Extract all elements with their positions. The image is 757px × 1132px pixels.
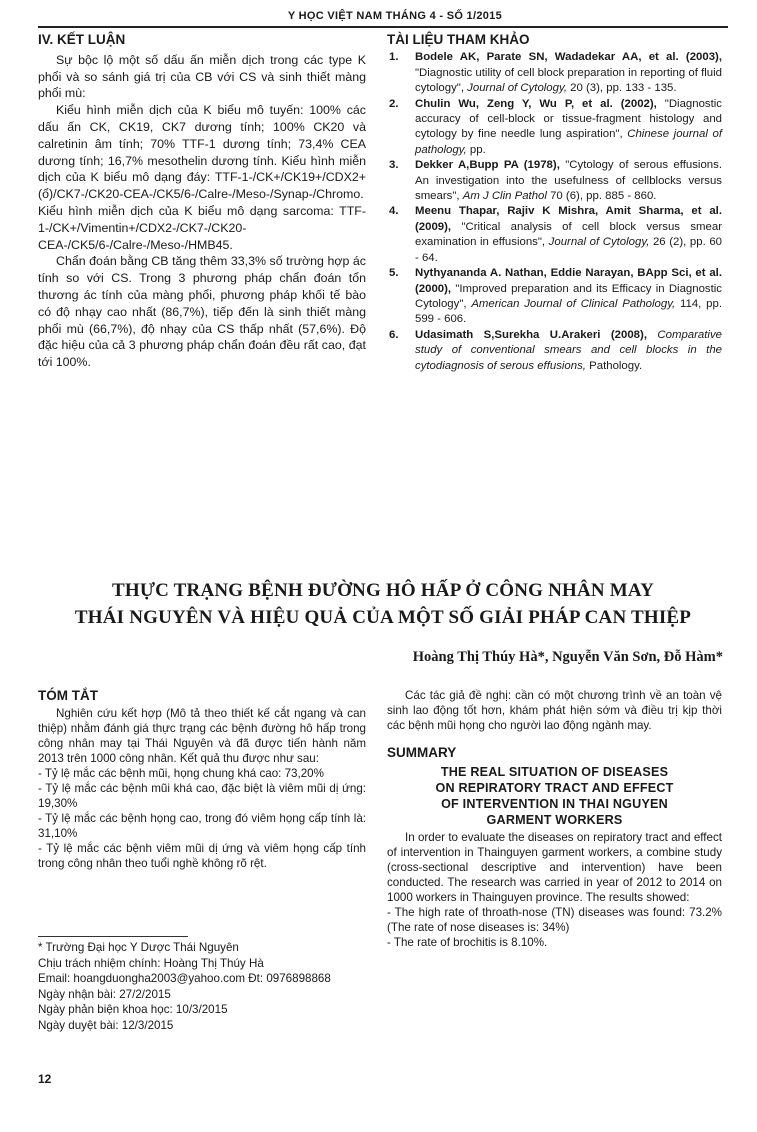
summary-subtitle: THE REAL SITUATION OF DISEASES ON REPIRATORY TRACT AND EFFECT OF INTERVENTION IN THAI NGUYEN GARMENT WORKERS <box>435 765 674 827</box>
footnote-divider <box>38 936 188 937</box>
conclusion-section <box>38 32 366 371</box>
reference-item: 2. Chulin Wu, Zeng Y, Wu P, et al. (2002), "Diagnostic accuracy of cell-block or tissue-fragment histology and cytology by fine needle lung aspiration", Chinese journal of pathology, pp. <box>389 97 722 156</box>
summary-column <box>387 688 722 950</box>
summary-body: In order to evaluate the diseases on repiratory tract and effect of intervention in Thainguyen garment workers, a combine study (cross-sectional descriptive and intervention) have been conducted. The research was carried in year of 2012 to 2014 on 1000 workers in Thainguyen province. The results showed: <box>387 831 722 904</box>
abstract-bullet: - Tỷ lệ mắc các bệnh họng cao, trong đó viêm họng cấp tính là: 31,10% <box>38 812 366 840</box>
abstract-heading: TÓM TẮT <box>38 688 98 703</box>
references-heading: TÀI LIỆU THAM KHẢO <box>387 32 530 47</box>
reference-item: 5. Nythyananda A. Nathan, Eddie Narayan, BApp Sci, et al. (2000), "Improved preparation and its Efficacy in Diagnostic Cytology", American Journal of Clinical Pathology, 114, pp. 599 - 606. <box>389 267 722 326</box>
reference-item: 3. Dekker A,Bupp PA (1978), "Cytology of serous effusions. An investigation into the usefulness of cellblocks versus smears", Am J Clin Pathol 70 (6), pp. 885 - 860. <box>389 159 722 203</box>
conclusion-paragraph: Kiểu hình miễn dịch của K biểu mô tuyến: 100% các dấu ấn CK, CK19, CK7 dương tính; 100% CK20 và calretinin âm tính; 70% TTF-1 dương tính; 73,4% CEA dương tính; 16,7% mesothelin dương tính. Kiểu hình miễn dịch của K biểu mô dạng đáy: TTF-1-/CK+/CK19+/CDX2+(ổ)/CK7-/CK20-CEA-/CK5/6-/Calre-/Meso-/Synap-/Chromo. Kiểu hình miễn dịch của K biểu mô dạng sarcoma: TTF-1-/CK+/Vimentin+/CDX2-/CK7-/CK20-CEA-/CK5/6-/Calre-/Meso-/HMB45. <box>38 103 366 252</box>
article-authors: Hoàng Thị Thúy Hà*, Nguyễn Văn Sơn, Đỗ Hàm* <box>412 649 723 665</box>
abstract-recommendation: Các tác giả đề nghị: cần có một chương trình về an toàn vệ sinh lao động tốt hơn, khám phát hiện sớm và điều trị kịp thời các bệnh mũi họng cho người lao động ngành may. <box>387 689 722 732</box>
footnotes <box>38 940 368 1034</box>
page-number: 12 <box>38 1072 52 1086</box>
abstract-section <box>38 688 366 871</box>
reference-list <box>387 50 722 374</box>
journal-issue-title: Y HỌC VIỆT NAM THÁNG 4 - SỐ 1/2015 <box>287 10 502 22</box>
footnote-contact: Email: hoangduongha2003@yahoo.com Đt: 0976898868 <box>38 972 331 986</box>
conclusion-heading: IV. KẾT LUẬN <box>38 32 126 47</box>
article-title <box>38 577 728 631</box>
reference-item: 6. Udasimath S,Surekha U.Arakeri (2008), Comparative study of conventional smears and cell blocks in the cytodiagnosis of serous effusions, Pathology. <box>389 328 722 372</box>
reference-item: 1. Bodele AK, Parate SN, Wadadekar AA, et al. (2003), "Diagnostic utility of cell block preparation in reporting of fluid cytology", Journal of Cytology, 20 (3), pp. 133 - 135. <box>389 51 722 95</box>
header-divider <box>38 26 728 28</box>
article-title-line: THỰC TRẠNG BỆNH ĐƯỜNG HÔ HẤP Ở CÔNG NHÂN MAY <box>111 580 655 601</box>
conclusion-paragraph: Sự bộc lộ một số dấu ấn miễn dịch trong các type K phổi và so sánh giá trị của CB với CS và sinh thiết màng phổi mù: <box>38 52 366 101</box>
references-section <box>387 32 722 374</box>
summary-bullet: - The high rate of throath-nose (TN) diseases was found: 73.2% (The rate of nose diseases is: 34%) <box>387 906 722 934</box>
footnote-reviewed: Ngày phản biện khoa học: 10/3/2015 <box>38 1003 228 1017</box>
abstract-bullet: - Tỷ lệ mắc các bệnh mũi khá cao, đặc biệt là viêm mũi dị ứng: 19,30% <box>38 782 366 810</box>
running-header <box>0 6 757 24</box>
footnote-received: Ngày nhận bài: 27/2/2015 <box>38 987 171 1001</box>
footnote-approved: Ngày duyệt bài: 12/3/2015 <box>38 1018 174 1032</box>
summary-heading: SUMMARY <box>387 745 457 760</box>
abstract-bullet: - Tỷ lệ mắc các bệnh viêm mũi dị ứng và viêm họng cấp tính trong công nhân theo tuổi nghề không rõ rệt. <box>38 842 366 870</box>
abstract-intro: Nghiên cứu kết hợp (Mô tả theo thiết kế cắt ngang và can thiệp) nhằm đánh giá thực trạng các bệnh đường hô hấp trong công nhân may tại Thái Nguyên và đã được tiến hành năm 2013 trên 1000 công nhân. Kết quả thu được như sau: <box>38 707 366 765</box>
footnote-responsible: Chịu trách nhiệm chính: Hoàng Thị Thúy Hà <box>38 956 264 970</box>
summary-bullet: - The rate of brochitis is 8.10%. <box>387 936 548 949</box>
footnote-affiliation: * Trường Đại học Y Dược Thái Nguyên <box>38 941 239 954</box>
abstract-bullet: - Tỷ lệ mắc các bệnh mũi, họng chung khá cao: 73,20% <box>38 767 324 780</box>
reference-item: 4. Meenu Thapar, Rajiv K Mishra, Amit Sharma, et al. (2009), "Critical analysis of cell block versus smear examination in effusions", Journal of Cytology, 26 (2), pp. 60 - 64. <box>389 205 723 264</box>
conclusion-paragraph: Chẩn đoán bằng CB tăng thêm 33,3% số trường hợp ác tính so với CS. Trong 3 phương pháp chẩn đoán tổn thương ác tính của màng phổi, phương pháp khối tế bào có độ nhạy cao nhất (86,7%), tiếp đến là sinh thiết màng phổi mù (66,7%), độ nhạy của CS thấp nhất (57,6%). Độ đặc hiệu của cả 3 phương pháp chẩn đoán đều rất cao, đạt tới 100%. <box>38 254 366 370</box>
article-title-line: THÁI NGUYÊN VÀ HIỆU QUẢ CỦA MỘT SỐ GIẢI PHÁP CAN THIỆP <box>74 607 692 628</box>
